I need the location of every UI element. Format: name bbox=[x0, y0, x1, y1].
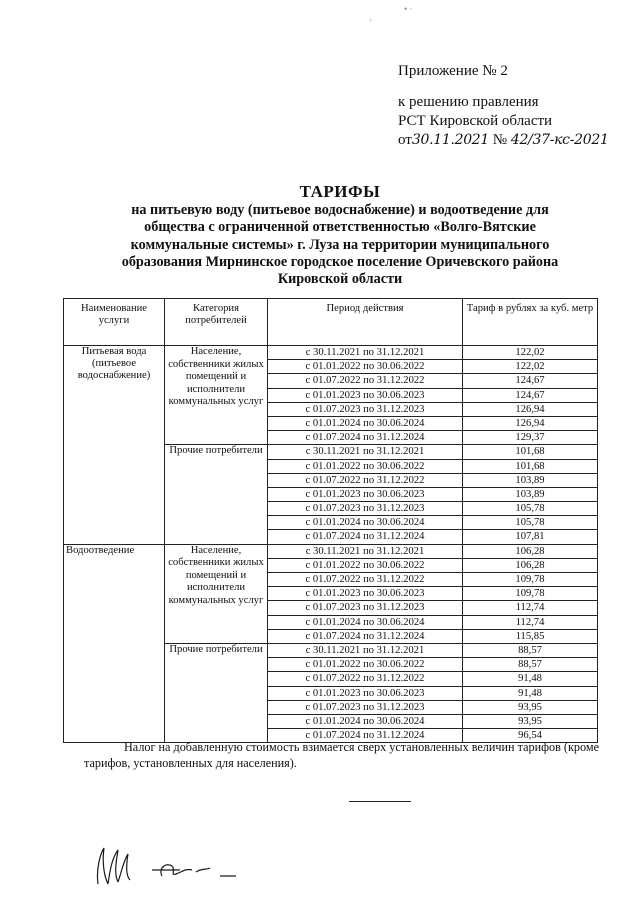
period-cell: с 01.07.2023 по 31.12.2023 bbox=[268, 502, 463, 516]
title-line: образования Мирнинское городское поселение Оричевского района bbox=[121, 253, 559, 270]
tariff-value-cell: 122,02 bbox=[463, 346, 598, 360]
title-line: общества с ограниченной ответственностью «Волго-Вятские bbox=[144, 219, 536, 236]
period-cell: с 01.01.2024 по 30.06.2024 bbox=[268, 516, 463, 530]
tariff-value-cell: 88,57 bbox=[463, 643, 598, 657]
tariff-value-cell: 115,85 bbox=[463, 629, 598, 643]
tariff-value-cell: 101,68 bbox=[463, 459, 598, 473]
tariff-value-cell: 124,67 bbox=[463, 374, 598, 388]
title-main: ТАРИФЫ bbox=[299, 182, 381, 201]
tariff-value-cell: 109,78 bbox=[463, 573, 598, 587]
handwritten-signature bbox=[92, 840, 252, 892]
period-cell: с 01.07.2023 по 31.12.2023 bbox=[268, 601, 463, 615]
tariff-value-cell: 91,48 bbox=[463, 672, 598, 686]
period-cell: с 01.07.2022 по 31.12.2022 bbox=[268, 374, 463, 388]
header-tariff: Тариф в рублях за куб. метр bbox=[463, 299, 598, 346]
tariff-value-cell: 105,78 bbox=[463, 516, 598, 530]
date-prefix: от bbox=[398, 132, 412, 148]
period-cell: с 30.11.2021 по 31.12.2021 bbox=[268, 643, 463, 657]
period-cell: с 01.01.2024 по 30.06.2024 bbox=[268, 615, 463, 629]
period-cell: с 01.01.2024 по 30.06.2024 bbox=[268, 714, 463, 728]
tariff-value-cell: 129,37 bbox=[463, 431, 598, 445]
period-cell: с 01.01.2022 по 30.06.2022 bbox=[268, 459, 463, 473]
tariff-value-cell: 93,95 bbox=[463, 714, 598, 728]
header-category: Категория потребителей bbox=[165, 299, 268, 346]
period-cell: с 01.01.2023 по 30.06.2023 bbox=[268, 587, 463, 601]
appendix-date-line bbox=[398, 131, 609, 150]
decision-date: 30.11.2021 bbox=[411, 132, 490, 148]
period-cell: с 01.07.2024 по 31.12.2024 bbox=[268, 729, 463, 743]
table-row bbox=[64, 544, 598, 558]
tariff-value-cell: 126,94 bbox=[463, 402, 598, 416]
document-title bbox=[90, 183, 590, 288]
consumer-category-cell: Прочие потребители bbox=[165, 643, 268, 742]
tariff-value-cell: 93,95 bbox=[463, 700, 598, 714]
tariff-value-cell: 124,67 bbox=[463, 388, 598, 402]
appendix-number: Приложение № 2 bbox=[398, 63, 508, 79]
header-period: Период действия bbox=[268, 299, 463, 346]
number-prefix: № bbox=[492, 132, 508, 148]
tariff-value-cell: 91,48 bbox=[463, 686, 598, 700]
table-row bbox=[64, 346, 598, 360]
period-cell: с 01.07.2023 по 31.12.2023 bbox=[268, 700, 463, 714]
period-cell: с 01.01.2023 по 30.06.2023 bbox=[268, 388, 463, 402]
tariff-value-cell: 106,28 bbox=[463, 558, 598, 572]
appendix-decision: к решению правления bbox=[398, 94, 539, 110]
appendix-authority: РСТ Кировской области bbox=[398, 113, 553, 129]
period-cell: с 01.01.2024 по 30.06.2024 bbox=[268, 416, 463, 430]
tariff-value-cell: 109,78 bbox=[463, 587, 598, 601]
title-line: на питьевую воду (питьевое водоснабжение) и водоотведение для bbox=[131, 202, 549, 219]
tariff-value-cell: 103,89 bbox=[463, 473, 598, 487]
tariff-value-cell: 112,74 bbox=[463, 615, 598, 629]
divider-line bbox=[349, 801, 411, 802]
service-name-cell: Питьевая вода (питьевое водоснабжение) bbox=[64, 346, 165, 545]
tariff-value-cell: 106,28 bbox=[463, 544, 598, 558]
period-cell: с 30.11.2021 по 31.12.2021 bbox=[268, 346, 463, 360]
tariff-value-cell: 88,57 bbox=[463, 658, 598, 672]
period-cell: с 01.07.2022 по 31.12.2022 bbox=[268, 573, 463, 587]
vat-note: Налог на добавленную стоимость взимается сверх установленных величин тарифов (кроме тарифов, установленных для населения). bbox=[84, 740, 599, 770]
period-cell: с 01.01.2022 по 30.06.2022 bbox=[268, 658, 463, 672]
consumer-category-cell: Прочие потребители bbox=[165, 445, 268, 544]
period-cell: с 30.11.2021 по 31.12.2021 bbox=[268, 544, 463, 558]
tariff-value-cell: 107,81 bbox=[463, 530, 598, 544]
consumer-category-cell: Население, собственники жилых помещений и исполнители коммунальных услуг bbox=[165, 544, 268, 643]
scan-speck: • · bbox=[404, 4, 413, 14]
period-cell: с 30.11.2021 по 31.12.2021 bbox=[268, 445, 463, 459]
appendix-header bbox=[398, 62, 609, 150]
title-line: Кировской области bbox=[277, 271, 403, 288]
period-cell: с 01.01.2022 по 30.06.2022 bbox=[268, 558, 463, 572]
period-cell: с 01.01.2023 по 30.06.2023 bbox=[268, 487, 463, 501]
header-service: Наименование услуги bbox=[64, 299, 165, 346]
tariff-value-cell: 122,02 bbox=[463, 360, 598, 374]
period-cell: с 01.07.2022 по 31.12.2022 bbox=[268, 672, 463, 686]
table-body bbox=[64, 346, 598, 743]
tariff-value-cell: 103,89 bbox=[463, 487, 598, 501]
period-cell: с 01.07.2024 по 31.12.2024 bbox=[268, 530, 463, 544]
title-line: коммунальные системы» г. Луза на территории муниципального bbox=[130, 236, 550, 253]
table-header-row bbox=[64, 299, 598, 346]
period-cell: с 01.01.2022 по 30.06.2022 bbox=[268, 360, 463, 374]
period-cell: с 01.07.2024 по 31.12.2024 bbox=[268, 629, 463, 643]
tariff-value-cell: 101,68 bbox=[463, 445, 598, 459]
tariff-table bbox=[63, 298, 598, 743]
period-cell: с 01.07.2023 по 31.12.2023 bbox=[268, 402, 463, 416]
tariff-value-cell: 112,74 bbox=[463, 601, 598, 615]
service-name-cell: Водоотведение bbox=[64, 544, 165, 743]
decision-number: 42/37-кс-2021 bbox=[510, 132, 609, 148]
period-cell: с 01.07.2022 по 31.12.2022 bbox=[268, 473, 463, 487]
tariff-value-cell: 105,78 bbox=[463, 502, 598, 516]
tariff-value-cell: 126,94 bbox=[463, 416, 598, 430]
period-cell: с 01.07.2024 по 31.12.2024 bbox=[268, 431, 463, 445]
scan-speck: ' bbox=[370, 18, 372, 28]
tariff-value-cell: 96,54 bbox=[463, 729, 598, 743]
period-cell: с 01.01.2023 по 30.06.2023 bbox=[268, 686, 463, 700]
consumer-category-cell: Население, собственники жилых помещений и исполнители коммунальных услуг bbox=[165, 346, 268, 445]
